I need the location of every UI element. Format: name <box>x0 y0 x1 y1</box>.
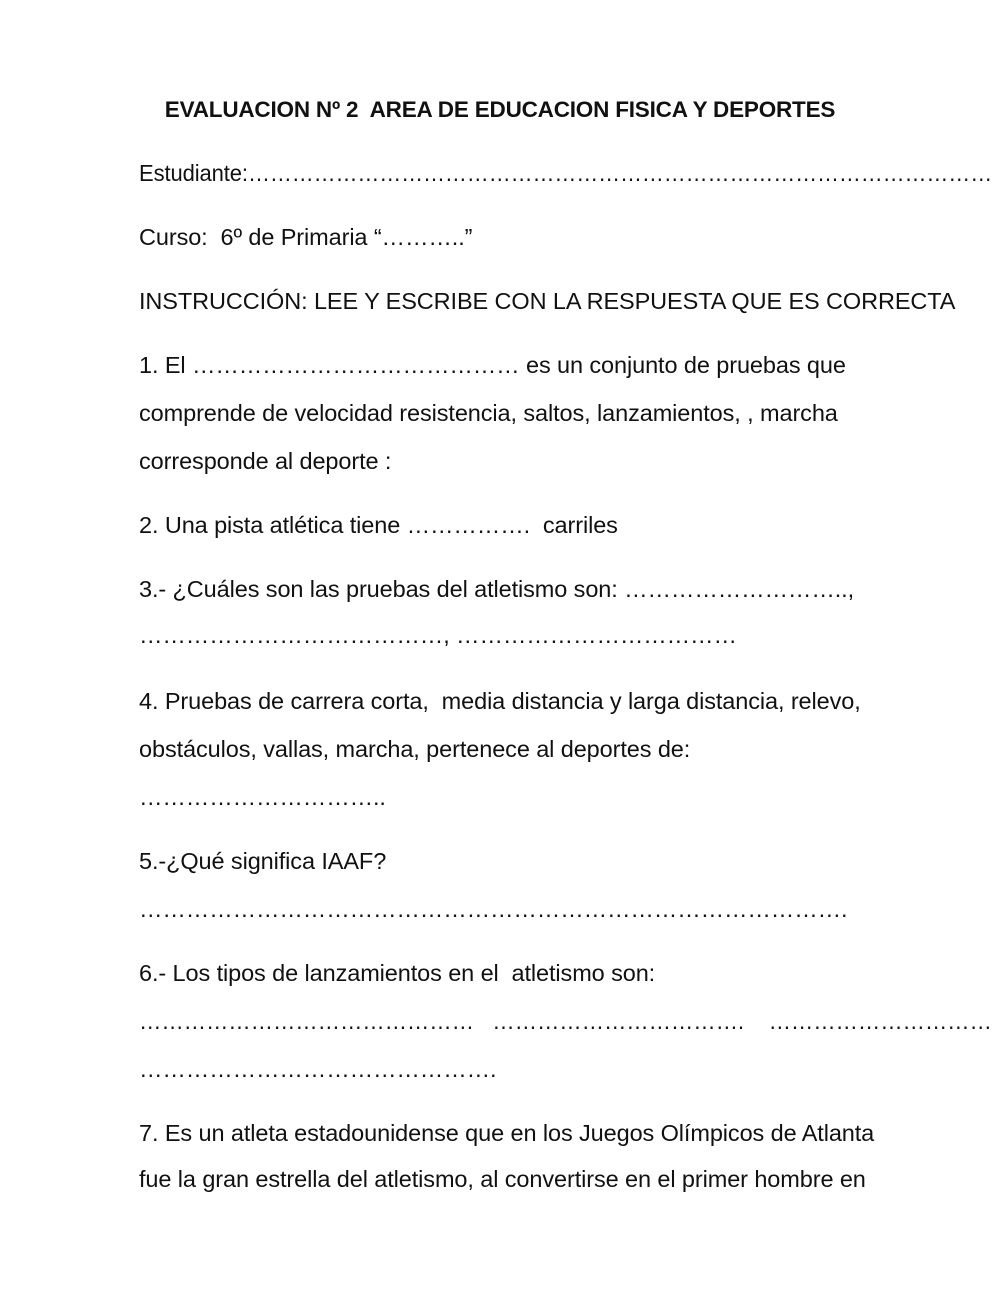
page-title: EVALUACION Nº 2 AREA DE EDUCACION FISICA Y DEPORTES <box>164 97 836 122</box>
instruction-text: INSTRUCCIÓN: LEE Y ESCRIBE CON LA RESPUESTA QUE ES CORRECTA <box>139 288 956 314</box>
student-field: Estudiante:………………………………………………………………………………………… <box>139 160 993 186</box>
question-4-line-2: obstáculos, vallas, marcha, pertenece al deportes de: <box>139 736 691 762</box>
question-1-line-1: 1. El …………………………………… es un conjunto de pruebas que <box>139 352 846 378</box>
question-6-line-2: ……………………………………… ……………………………. ………………………… <box>139 1008 992 1034</box>
question-4-line-1: 4. Pruebas de carrera corta, media distancia y larga distancia, relevo, <box>139 688 861 714</box>
question-5-line-2: ………………………………………………………………………………. <box>139 896 848 922</box>
question-4-line-3: ………………………….. <box>139 784 386 810</box>
question-1-line-3: corresponde al deporte : <box>139 448 392 474</box>
question-6-line-1: 6.- Los tipos de lanzamientos en el atletismo son: <box>139 960 656 986</box>
course-field: Curso: 6º de Primaria “………..” <box>139 224 473 250</box>
question-1-line-2: comprende de velocidad resistencia, saltos, lanzamientos, , marcha <box>139 400 838 426</box>
question-7-line-1: 7. Es un atleta estadounidense que en los Juegos Olímpicos de Atlanta <box>139 1120 875 1146</box>
question-3-line-1: 3.- ¿Cuáles son las pruebas del atletismo son: ……………………….., <box>139 576 855 602</box>
question-2-line-1: 2. Una pista atlética tiene ……………. carriles <box>139 512 618 538</box>
question-3-line-2: …………………………………, ……………………………… <box>139 622 737 648</box>
question-7-line-2: fue la gran estrella del atletismo, al convertirse en el primer hombre en <box>139 1166 866 1192</box>
question-5-line-1: 5.-¿Qué significa IAAF? <box>139 848 387 874</box>
question-6-line-3: ………………………………………. <box>139 1056 497 1082</box>
